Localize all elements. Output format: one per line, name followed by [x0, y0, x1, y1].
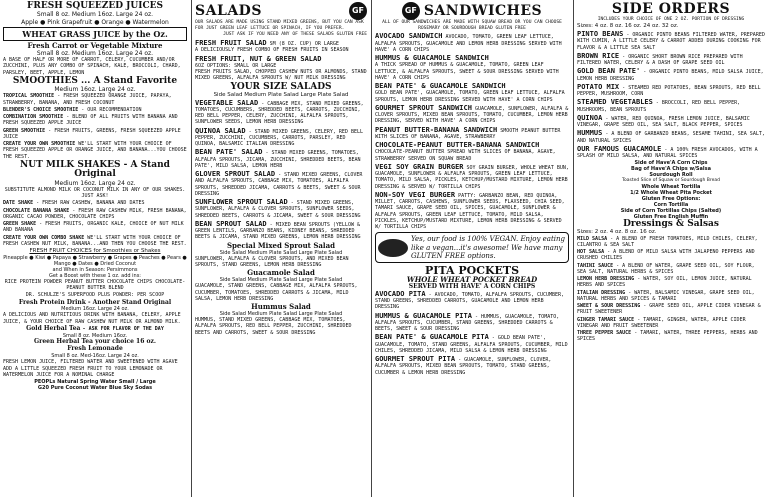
item-desc: - A BLEND OF FRESH TOMATOES, MILD CHILES, CELERY, CILANTRO & SEA SALT [577, 235, 758, 248]
item-desc: FRESH FRUITS SALAD, CHOPPED CASHEW NUTS OR ALMONDS, STAND MIXED GREENS, ALFALFA SPROUTS W/ NUT MILK DRESSING [195, 69, 367, 82]
salads-gf-note: JUST ASK IF YOU NEED ANY OF THESE SALADS GLUTEN FREE [223, 32, 367, 38]
menu-item [195, 170, 367, 197]
item-name: PINTO BEANS [577, 30, 624, 39]
menu-item [3, 141, 187, 160]
item-name: AVOCADO SANDWICH [375, 32, 443, 41]
item-name: GOLD BEAN PATE' [577, 67, 641, 76]
special-sprout-desc: SUNFLOWER, ALFALFA & CLOVER SPROUTS, AND MIXED BEAN SPROUTS, STAND GREENS, LEMON HERB DRESSING [195, 255, 349, 269]
sandwiches-title: SANDWICHES [423, 2, 543, 19]
menu-item [3, 93, 187, 106]
item-sizes: 6OZ OPTIONS: SMALL OR LARGE [195, 62, 277, 69]
item-name: VEGETABLE SALAD [195, 98, 259, 107]
item-name: VEGI SOY GRAIN BURGER [375, 162, 464, 171]
juices-flavors: Apple ● Pink Grapefruit ● Orange ● Watermelon [21, 18, 169, 26]
item-desc: - STAND MIXED GREENS, CLOVER AND ALFALFA SPROUTS, CABBAGE MIX, TOMATOES, ALFALFA SPROUTS, SHREDDED JICAMA, CARROTS & BEETS, SWEET & SOUR DRESSING [195, 172, 363, 197]
item-name: BLENDER'S CHOICE SMOOTHIE [3, 106, 79, 113]
menu-item [195, 55, 367, 82]
extra-item: Side of Have'A Corn Chips [634, 160, 708, 167]
item-name: BEAN PATE' & GUACAMOLE SANDWICH [375, 82, 506, 91]
dressings-title: Dressings & Salsas [623, 218, 719, 229]
item-desc: WE'LL START WITH YOUR CHOICE OF FRESH SQUEEZED APPLE OR ORANGE JUICE, AND BANANA...YOU CHOOSE THE REST. [3, 141, 187, 160]
menu-item [577, 52, 765, 67]
item-name: HUMMUS & GUACAMOLE PITA [375, 311, 472, 320]
protein-title: Fresh Protein Drink - Another Stand Original [18, 298, 172, 306]
pita-title: PITA POCKETS [424, 263, 520, 277]
menu-item [577, 303, 765, 316]
item-name: STEAMED VEGETABLES [577, 98, 653, 107]
item-name: CREATE YOUR OWN COMBO SHAKE [3, 234, 85, 241]
item-desc: PATTY: GARBANZO BEAN, RED QUINOA, MILLET, CARROTS, CASHEWS, SUNFLOWER SEEDS, FLAXSEED, CHIA SEED, TAMARI SAUCE, GRAPE SEED OIL, SPICES, GUACAMOLE, SUNFLOWER & ALFALFA SPROUTS, GREEN LEAF LETTUCE, TOMATO, MILD SALSA, PICKLES, KETCHUP/MUSTARD MIXTURE, LEMON HERB DRESSING & SERVED W/ TORTILLA CHIPS [375, 192, 565, 231]
item-name: HUMMUS [577, 129, 603, 138]
mixture-sizes: Small 8 oz. Medium 16oz. Large 24 oz. [36, 49, 154, 57]
menu-item [375, 191, 569, 231]
fruit-season: and When in Season: Persimmons [52, 266, 138, 273]
menu-item [3, 208, 187, 221]
lemonade-note: ADD A LITTLE SQUEEZED FRESH FRUIT TO YOUR LEMONADE OR WATERMELON JUICE FOR A NOMINAL CHARGE [3, 365, 163, 379]
salads-column [192, 0, 370, 497]
menu-item [577, 317, 765, 330]
vegan-text: Yes, our food is 100% VEGAN. Enjoy eating like a vegan...it's awesome! We have many GLUTEN FREE options. [411, 235, 565, 260]
hummus-salad-title: Hummus Salad [251, 302, 311, 312]
menu-item [375, 104, 569, 125]
menu-item [375, 333, 569, 354]
extra-item: Gluten Free Options: [641, 195, 701, 202]
item-desc: - GOLD BEAN PATE', GUACAMOLE, TOMATO, STAND GREENS, ALFALFA SPROUTS, CUCUMBER, MILD CHILES, SHREDDED JICAMA, MILD SALSA & LEMON HERB DRESSING [375, 335, 568, 354]
green-herbal: Green Herbal Tea your choice 16 oz. [34, 337, 156, 345]
size-salads-title: YOUR SIZE SALADS [230, 81, 332, 92]
item-desc: - TAMARI, GINGER, WATER, APPLE CIDER VINEGAR AND FRUIT SWEETENER [577, 316, 746, 329]
item-desc: A THICK SPREAD OF HUMMUS & GUACAMOLE, TOMATO, GREEN LEAF LETTUCE, & ALFALFA SPROUTS, SWEET & SOUR DRESSING SERVED WITH HAVE' A CORN CHIPS [375, 62, 559, 81]
menu-item [3, 235, 187, 248]
menu-item [195, 99, 367, 126]
item-name: QUINOA [577, 113, 603, 122]
menu-item [577, 263, 765, 276]
sides-sub: INCLUDES YOUR CHOICE OF ONE 2 OZ. PORTION OF DRESSING [597, 16, 745, 22]
item-name: BEAN PATE' & GUACAMOLE PITA [375, 333, 489, 342]
gluten-free-icon: GF [402, 2, 420, 20]
protein-sizes: Medium 16oz. Large 24 oz. [61, 306, 129, 313]
menu-item [577, 83, 765, 98]
item-name: SWEET & SOUR DRESSING [577, 303, 641, 310]
item-name: PEANUT BUTTER-BANANA SANDWICH [375, 125, 498, 134]
extra-item: Toasted Slice of Squaw or Sourdough Bread [622, 178, 720, 184]
item-desc: - A BLEND OF MILD SALSA WITH JALAPENO PEPPERS AND CRUSHED CHILIES [577, 249, 755, 262]
item-name: BEAN PATE' SALAD [195, 148, 263, 157]
item-desc: - MIXED BEAN SPROUTS (YELLOW & GREEN LENTILS, GARBANZO BEANS, KIDNEY BEANS, SHREDDED BEETS & JICAMA, STAND MIXED GREENS, LEMON HERB DRESSING [195, 221, 361, 241]
item-desc: - STAND MIXED GREENS, TOMATOES, ALFALFA SPROUTS, JICAMA, ZUCCHINI, SHREDDED BEETS, BEAN PATE', MILD SALSA, LEMON HERB [195, 150, 361, 169]
herbal-title [3, 326, 187, 333]
item-desc: A DELICIOUSLY FRESH COMBO OF FRESH FRUITS IN SEASON [195, 47, 349, 54]
item-desc: - ORGANIC SHORT BROWN RICE PREPARED WITH FILTERED WATER, CELERY & A DASH OF GRAPE SEED OIL [577, 53, 743, 67]
item-desc: - WATER, SOY OIL, LEMON JUICE, NATURAL HERBS AND SPICES [577, 276, 752, 289]
menu-item [375, 290, 569, 311]
sides-title: SIDE ORDERS [611, 1, 731, 17]
pita-sub: WHOLE WHEAT POCKET BREAD [406, 275, 538, 285]
wheatgrass-box: WHEAT GRASS JUICE by the Oz. [3, 27, 187, 41]
item-name: BEAN SPROUT SALAD [195, 219, 267, 228]
item-desc: - FRESH RAW CASHEW, BANANA AND DATES [36, 200, 145, 207]
hummus-salad-desc: HUMMUS, STAND MIXED GREENS, CABBAGE MIX, TOMATOES, ALFALFA SPROUTS, RED BELL PEPPER, ZUCCHINI, SHREDDED BEETS AND CARROTS, SWEET & SOUR DRESSING [195, 317, 352, 336]
menu-item [195, 39, 367, 54]
menu-item [577, 330, 765, 343]
menu-item [195, 198, 367, 219]
extra-item: Corn Tortilla [653, 201, 689, 208]
item-name: FRESH FRUIT, NUT & GREEN SALAD [195, 54, 322, 63]
item-sizes: SM (8 OZ. CUP) OR LARGE [269, 41, 339, 48]
menu-item [577, 30, 765, 51]
protein-desc: A DELICIOUS AND NUTRITIOUS DRINK WITH BANANA, CELERY, APPLE JUICE, & YOUR CHOICE OF RAW CASHEW NUT MILK OR ALMOND MILK. [3, 312, 181, 325]
hummus-salad-sizes: Side Salad Medium Plate Salad Large Plate Salad [219, 311, 343, 318]
item-desc: - FRESH RAW CASHEW MILK, FRESH BANANA, ORGANIC CACAO POWDER, CHOCOLATE CHIPS [3, 207, 187, 220]
guac-salad-desc: GUACAMOLE, STAND GREENS, CABBAGE MIX, ALFALFA SPROUTS, CUCUMBER, TOMATOES, SHREDDED CARROTS & JICAMA, MILD SALSA, LEMON HERB DRESSING [195, 283, 358, 302]
item-name: HOT SALSA [577, 249, 605, 256]
menu-item [3, 114, 187, 127]
item-desc: SOY GRAIN BURGER, WHOLE WHEAT BUN, GUACAMOLE, SUNFLOWER & ALFALFA SPROUTS, GREEN LEAF LETTUCE, TOMATO, MILD SALSA, PICKLES, KETCHUP/MUSTARD MIXTURE, LEMON HERB DRESSING & SERVED W/ TORTILLA CHIPS [375, 164, 569, 190]
menu-item [375, 82, 569, 103]
menu-item [195, 220, 367, 241]
spring-water: PEOPLs Natural Spring Water Small / Large [34, 379, 156, 386]
juices-title: FRESH SQUEEZED JUICES [27, 1, 163, 11]
menu-item [195, 127, 367, 148]
item-name: GLOVER SPROUT SALAD [195, 170, 276, 179]
special-sprout-sizes: Side Salad Medium Plate Salad Large Plate Salad [219, 249, 343, 256]
menu-item [3, 107, 187, 113]
item-name: DATE SHAKE [3, 200, 34, 207]
item-desc: - TAMARI, WATER, THREE PEPPERS, HERBS AND SPICES [577, 330, 758, 343]
item-desc: - WATER, BALSAMIC VINEGAR, GRAPE SEED OIL, NATURAL HERBS AND SPICES & TAMARI [577, 289, 755, 302]
menu-item [375, 32, 569, 53]
menu-item [375, 312, 569, 333]
item-desc: - AVOCADO, TOMATO, ALFALFA SPROUTS, CUCUMBER, STAND GREENS, SHREDDED CARROTS, GUACAMOLE AND LEMON HERB DRESSING [375, 291, 565, 311]
item-desc: - HUMMUS, GUACAMOLE, TOMATO, ALFALFA SPROUTS, CUCUMBER, STAND GREENS, SHREDDED CARROTS & BEETS, SWEET & SOUR DRESSING [375, 313, 560, 333]
size-salads-options: Side Salad Medium Plate Salad Large Plate Salad [213, 92, 349, 99]
item-name: GOURMET SPROUT PITA [375, 355, 456, 364]
herbal-sizes: Small 8 oz. Medium 16oz. [62, 332, 128, 339]
boost-more: DR. SCHULZE'S SUPERFOOD PLUS POWDER: PER SCOOP [25, 292, 165, 299]
herbal-sub: - ASK FOR FLAVOR OF THE DAY [82, 325, 164, 332]
salads-intro: OUR SALADS ARE MADE USING STAND MIXED GREENS, BUT YOU CAN ASK FOR JUST GREEN LEAF LETTUCE OR SPINACH, IF YOU PREFER. [195, 20, 364, 31]
item-name: POTATO MIX [577, 82, 620, 91]
item-name: BROWN RICE [577, 51, 620, 60]
extra-item: Sourdough Roll [649, 172, 693, 179]
item-desc: - STEAMED RED POTATOES, BEAN SPROUTS, RED BELL PEPPER, MUSHROOM, CORN [577, 84, 761, 98]
sides-column [574, 0, 768, 497]
item-desc: - BLEND OF ALL FRUITS WITH BANANA AND FRESH SQUEEZED APPLE JUICE [3, 114, 178, 127]
smoothies-title: SMOOTHIES ... A Stand Favorite [12, 75, 178, 86]
dressings-sizes: Sizes: 2 oz. 4 oz. 8 oz. 16 oz. [577, 229, 657, 236]
item-desc: CHOCOLATE-PEANUT BUTTER SPREAD WITH SLICES OF BANANA, AGAVE, STRAWBERRY SERVED ON SQUAW BREAD [375, 149, 556, 162]
menu-item [375, 355, 569, 376]
item-name: THREE PEPPER SAUCE [577, 330, 632, 337]
sandwiches-column [372, 0, 572, 497]
item-name: GREEN SHAKE [3, 221, 37, 228]
item-name: GOURMET SPROUT SANDWICH [375, 103, 472, 112]
item-desc: - STAND MIXED GREENS, SUNFLOWER, ALFALFA & CLOVER SPROUTS, SUNFLOWER SEEDS, SHREDDED BEETS, CARROTS & JICAMA, SWEET & SOUR DRESSING [195, 200, 361, 219]
menu-item [577, 145, 765, 160]
menu-item [577, 98, 765, 113]
item-desc: - ORGANIC PINTO BEANS, MILD SALSA JUICE, LEMON HERB DRESSING [577, 69, 764, 82]
item-name: AVOCADO PITA [375, 289, 426, 298]
menu-item [375, 141, 569, 162]
shakes-title: NUT MILK SHAKES - A Stand Original [20, 159, 170, 180]
item-name: MILD SALSA [577, 235, 608, 242]
lemonade-sizes: Small 8 oz. Med-16oz. Large 24 oz. [51, 352, 139, 359]
sandwiches-sub: ALL OF OUR SANDWICHES ARE MADE WITH SQUAW BREAD OR YOU CAN CHOOSE ROSEMARY OR SOURDOUGH BREAD GLUTEN FREE [382, 20, 562, 31]
extra-item: Side of Corn Tortillas Chips (Salted) [620, 207, 722, 214]
menu-item [577, 114, 765, 129]
guac-salad-sizes: Side Salad Medium Plate Salad Large Plate Salad [219, 277, 343, 284]
menu-item [375, 126, 569, 141]
item-name: NON-SOY VEGI BURGER [375, 190, 456, 199]
extras-list [577, 160, 765, 219]
item-name: GREEN SMOOTHIE [3, 127, 46, 134]
special-sprout-title: Special Mixed Sprout Salad [226, 240, 336, 250]
menu-item [577, 249, 765, 262]
item-desc: - BROCCOLI, RED BELL PEPPER, MUSHROOMS, BEAN SPROUTS [577, 100, 741, 113]
menu-item [195, 148, 367, 169]
extra-item: Bag of Have'A Chips w/Salsa [631, 166, 711, 173]
coconut-water: G20 Pure Coconut Water Blue Sky Sodas [37, 385, 153, 392]
item-desc: SMOOTH PEANUT BUTTER WITH SLICES OF BANANA, AGAVE, STRAWBERRY [375, 127, 561, 140]
lemonade-title: Fresh Lemonade [67, 344, 123, 352]
fruit-choices-title: FRESH FRUIT CHOICES for Smoothies or Shakes [29, 248, 161, 255]
smoothies-sizes: Medium 16oz. Large 24 oz. [54, 86, 136, 94]
item-name: FRESH FRUIT SALAD [195, 39, 267, 48]
shakes-sizes: Medium 16oz. Large 24 oz. [54, 179, 136, 187]
drinks-column [0, 0, 190, 497]
item-desc: - STAND MIXED GREENS, CELERY, RED BELL PEPPER, ZUCCHINI, CUCUMBERS, CARROTS, PARSLEY, RED QUINOA, BALSAMIC ITALIAN DRESSING [195, 128, 363, 148]
item-desc: - ORGANIC PINTO BEANS FILTERED WATER, PREPARED WITH CUMIN, A LITTLE CELERY & CARROT ADDED DURING COOKING FOR FLAVOR & A LITTLE SEA SALT [577, 32, 765, 51]
mixture-desc: A BASE OF HALF OR MORE OF CARROT, CELERY, CUCUMBER AND/OR ZUCCHINI, PLUS ANY COMBO OF SPINACH, KALE, BROCCOLI, CHARD, PARSLEY, BEET, APPLE, LEMON [3, 57, 181, 76]
item-desc: - CABBAGE MIX, STAND MIXED GREENS, TOMATOES, CUCUMBERS, SHREDDED BEETS, CARROTS, ZUCCHINI, RED BELL PEPPER, CELERY, ZUCCHINI, ALFALFA SPROUTS, SUNFLOWER SEEDS, LEMON HERB DRESSING [195, 100, 364, 126]
item-desc: - GUACAMOLE, SUNFLOWER, CLOVER, ALFALFA SPROUTS, MIXED BEAN SPROUTS, TOMATO, STAND GREENS, CUCUMBER & LEMON HERB DRESSING [375, 357, 552, 376]
item-name: GINGER TAMARI SAUCE [577, 316, 635, 323]
item-desc: AVOCADO, TOMATO, GREEN LEAF LETTUCE, ALFALFA SPROUTS, GUACAMOLE AND LEMON HERB DRESSING SERVED WITH HAVE' A CORN CHIPS [375, 34, 562, 53]
item-desc: - GRAPE SEED OIL, APPLE CIDER VINEGAR & FRUIT SWEETENER [577, 303, 761, 316]
item-desc: - OUR RECOMMENDATION [81, 106, 142, 113]
herbal-name: Gold Herbal Tea [26, 324, 81, 332]
item-name: TROPICAL SMOOTHIE [3, 93, 55, 100]
guac-salad-title: Guacamole Salad [247, 268, 315, 278]
menu-item [3, 128, 187, 141]
gluten-free-icon: GF [349, 2, 367, 20]
fruit-choices: Pineapple ● Kiwi ● Papaya ● Strawberry ● Grapes ● Peaches ● Pears ● Mango ● Dates ● Dried Coconut [3, 254, 187, 267]
menu-item [577, 290, 765, 303]
item-desc: - A BLEND OF WATER, GRAPE SEED OIL, SOY FLOUR, SEA SALT, NATURAL HERBS & SPICES [577, 262, 755, 275]
item-desc: WE'LL START WITH YOUR CHOICE OF FRESH CASHEW NUT MILK, BANANA...AND THEN YOU CHOOSE THE REST. [3, 234, 187, 247]
item-name: CREATE YOUR OWN SMOOTHIE [3, 141, 76, 148]
item-name: HUMMUS & GUACAMOLE SANDWICH [375, 54, 489, 63]
item-name: CHOCOLATE-PEANUT BUTTER-BANANA SANDWICH [375, 141, 540, 150]
item-name: OUR FAMOUS GUACAMOLE [577, 144, 662, 153]
item-name: ITALIAN DRESSING [577, 289, 626, 296]
mixture-title: Fresh Carrot or Vegetable Mixture [27, 40, 163, 50]
extra-item: Whole Wheat Tortilla [641, 183, 701, 190]
menu-item [375, 54, 569, 81]
boost-title: Get a Boost with these 1 oz. add ins: [48, 272, 141, 279]
lemonade-desc: FRESH LEMON JUICE, FILTERED WATER AND SWEETENED WITH AGAVE [3, 358, 178, 365]
item-desc: - FRESH FRUITS, ORGANIC KALE, CHOICE OF NUT MILK AND BANANA [3, 221, 184, 234]
menu-item [375, 163, 569, 190]
vegan-banner [375, 232, 569, 262]
item-name: CHOCOLATE BANANA SHAKE [3, 207, 70, 214]
menu-item [3, 200, 187, 206]
extra-item: Gluten Free English Muffin [633, 213, 709, 220]
salads-title: SALADS [195, 2, 262, 19]
boosts: RICE PROTEIN POWDER PEANUT BUTTER CHOCOLATE CHIPS CHOCOLATE-PEANUT BUTTER BLEND [4, 278, 186, 292]
item-desc: GUACAMOLE, SUNFLOWER, ALFALFA & CLOVER SPROUTS, MIXED BEAN SPROUTS, TOMATO, CUCUMBER, LEMON HERB DRESSING, SERVED WITH HAVE' A CORN CHIPS [375, 105, 569, 125]
item-name: LEMON HERB DRESSING [577, 276, 635, 283]
juices-sizes: Small 8 oz. Medium 16oz. Large 24 oz. [36, 11, 154, 19]
menu-item [577, 67, 765, 82]
extra-item: 1/2 Whole Wheat Pita Pocket [630, 189, 712, 196]
sides-sizes: Sizes: 4 oz. 8 oz. 16 oz. 24 oz. 32 oz. [577, 23, 679, 30]
item-name: TAHINI SAUCE [577, 262, 614, 269]
item-desc: - FRESH FRUITS, GREENS, FRESH SQUEEZED APPLE JUICE [3, 127, 181, 140]
item-name: COMBINATION SMOOTHIE [3, 114, 64, 121]
menu-item [577, 129, 765, 144]
item-desc: - FRESH SQUEEZED ORANGE JUICE, PAPAYA, STRAWBERRY, BANANA, AND FRESH COCONUT [3, 93, 172, 106]
item-desc: - A BLEND OF GARBANZO BEANS, SESAME TAHINI, SEA SALT, AND NATURAL SPICES [577, 131, 765, 144]
menu-item [577, 236, 765, 249]
item-desc: - A 100% FRESH AVOCADOS, WITH A SPLASH OF MILD SALSA, AND NATURAL SPICES [577, 146, 758, 160]
menu-item [3, 221, 187, 234]
menu-item [577, 276, 765, 289]
item-desc: GOLD BEAN PATE', GUACAMOLE, TOMATO, GREEN LEAF LETTUCE, ALFALFA SPROUTS, LEMON HERB DRESSING SERVED WITH HAVE' A CORN CHIPS [375, 90, 565, 103]
item-desc: - WATER, RED QUINOA, FRESH LEMON JUICE, BALSAMIC VINEGAR, GRAPE SEED OIL, SEA SALT, BLACK PEPPER, SPICES [577, 115, 750, 129]
item-name: SUNFLOWER SPROUT SALAD [195, 198, 288, 207]
shakes-note: SUBSTITUTE ALMOND MILK OR COCONUT MILK IN ANY OF OUR SHAKES. JUST ASK! [4, 186, 186, 200]
pita-sub2: SERVED WITH HAVE' A CORN CHIPS [408, 282, 536, 290]
item-name: QUINOA SALAD [195, 126, 246, 135]
avocado-icon [378, 239, 408, 257]
